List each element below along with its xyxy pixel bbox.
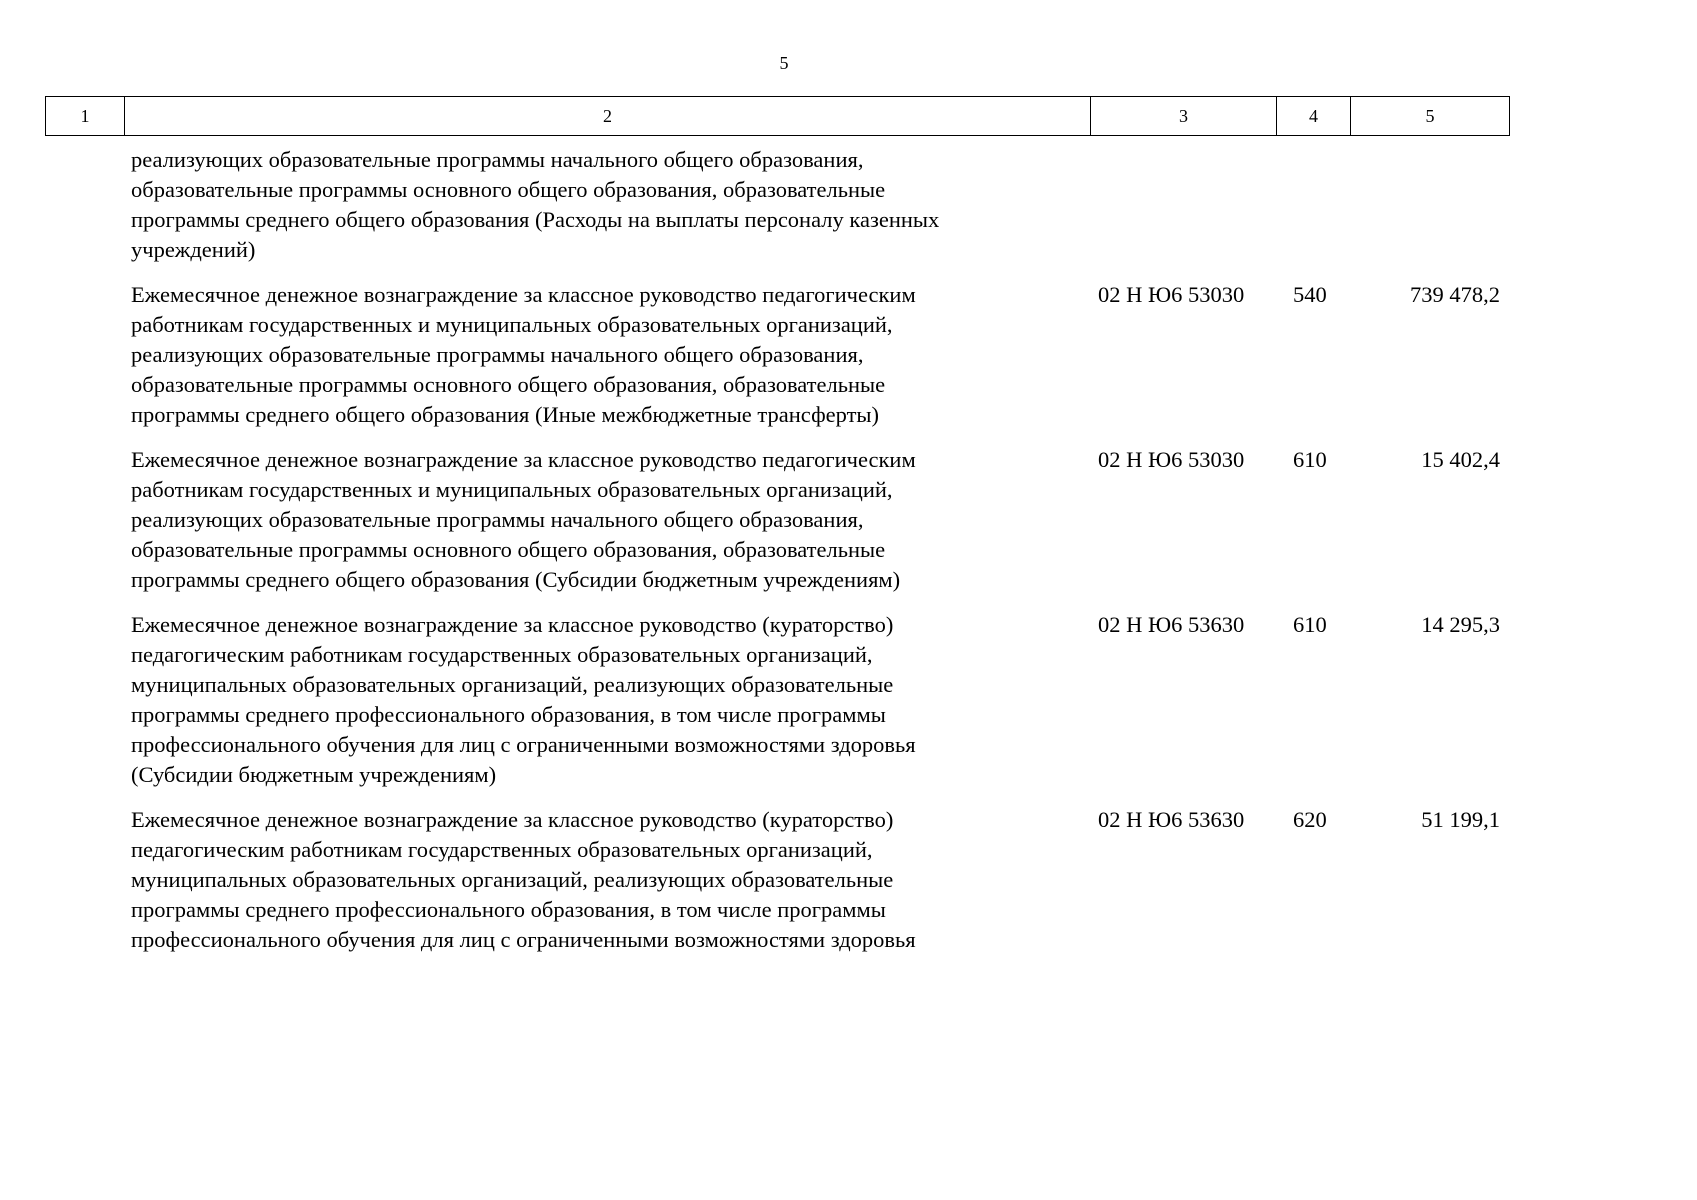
amount: 14 295,3 [1421, 612, 1500, 637]
target-article-code: 02 Н Ю6 53030 [1098, 282, 1245, 307]
description-line: программы среднего общего образования (Расходы на выплаты персоналу казенных [131, 207, 940, 232]
row-description [131, 805, 1086, 955]
description-line: Ежемесячное денежное вознаграждение за классное руководство педагогическим [131, 447, 916, 472]
description-line: профессионального обучения для лиц с ограниченными возможностями здоровья [131, 927, 916, 952]
description-line: муниципальных образовательных организаций, реализующих образовательные [131, 867, 894, 892]
description-line: реализующих образовательные программы начального общего образования, [131, 507, 864, 532]
description-line: (Субсидии бюджетным учреждениям) [131, 762, 497, 787]
expense-type-code: 610 [1293, 447, 1327, 472]
target-article-code: 02 Н Ю6 53630 [1098, 612, 1245, 637]
description-line: муниципальных образовательных организаций, реализующих образовательные [131, 672, 894, 697]
column-header-3: 3 [1091, 97, 1277, 136]
budget-rows [0, 145, 1555, 970]
description-line: работникам государственных и муниципальных образовательных организаций, [131, 477, 893, 502]
column-header-table [45, 96, 1510, 136]
column-header-row [46, 97, 1510, 136]
description-line: Ежемесячное денежное вознаграждение за классное руководство (кураторство) [131, 612, 894, 637]
amount: 739 478,2 [1410, 282, 1500, 307]
row-description [131, 445, 1086, 595]
description-line: реализующих образовательные программы начального общего образования, [131, 342, 864, 367]
expense-type-code: 610 [1293, 612, 1327, 637]
description-line: реализующих образовательные программы начального общего образования, [131, 147, 864, 172]
expense-type-code: 620 [1293, 807, 1327, 832]
expense-type-code: 540 [1293, 282, 1327, 307]
table-row [0, 145, 1555, 280]
column-header-4: 4 [1277, 97, 1351, 136]
table-row [0, 280, 1555, 445]
description-line: педагогическим работникам государственных образовательных организаций, [131, 642, 873, 667]
amount: 15 402,4 [1421, 447, 1500, 472]
description-line: педагогическим работникам государственных образовательных организаций, [131, 837, 873, 862]
table-row [0, 610, 1555, 805]
target-article-code: 02 Н Ю6 53630 [1098, 807, 1245, 832]
column-header-1: 1 [46, 97, 125, 136]
target-article-code: 02 Н Ю6 53030 [1098, 447, 1245, 472]
description-line: программы среднего профессионального образования, в том числе программы [131, 702, 886, 727]
row-description [131, 610, 1086, 790]
row-description [131, 280, 1086, 430]
table-row [0, 805, 1555, 970]
column-header-5: 5 [1351, 97, 1510, 136]
description-line: программы среднего профессионального образования, в том числе программы [131, 897, 886, 922]
description-line: работникам государственных и муниципальных образовательных организаций, [131, 312, 893, 337]
description-line: образовательные программы основного общего образования, образовательные [131, 537, 886, 562]
description-line: образовательные программы основного общего образования, образовательные [131, 372, 886, 397]
description-line: профессионального обучения для лиц с ограниченными возможностями здоровья [131, 732, 916, 757]
description-line: Ежемесячное денежное вознаграждение за классное руководство педагогическим [131, 282, 916, 307]
table-row [0, 445, 1555, 610]
row-description [131, 145, 1086, 265]
description-line: Ежемесячное денежное вознаграждение за классное руководство (кураторство) [131, 807, 894, 832]
description-line: программы среднего общего образования (Иные межбюджетные трансферты) [131, 402, 880, 427]
amount: 51 199,1 [1421, 807, 1500, 832]
column-header-2: 2 [125, 97, 1091, 136]
description-line: образовательные программы основного общего образования, образовательные [131, 177, 886, 202]
description-line: учреждений) [131, 237, 256, 262]
page-number: 5 [779, 53, 789, 73]
description-line: программы среднего общего образования (Субсидии бюджетным учреждениям) [131, 567, 901, 592]
